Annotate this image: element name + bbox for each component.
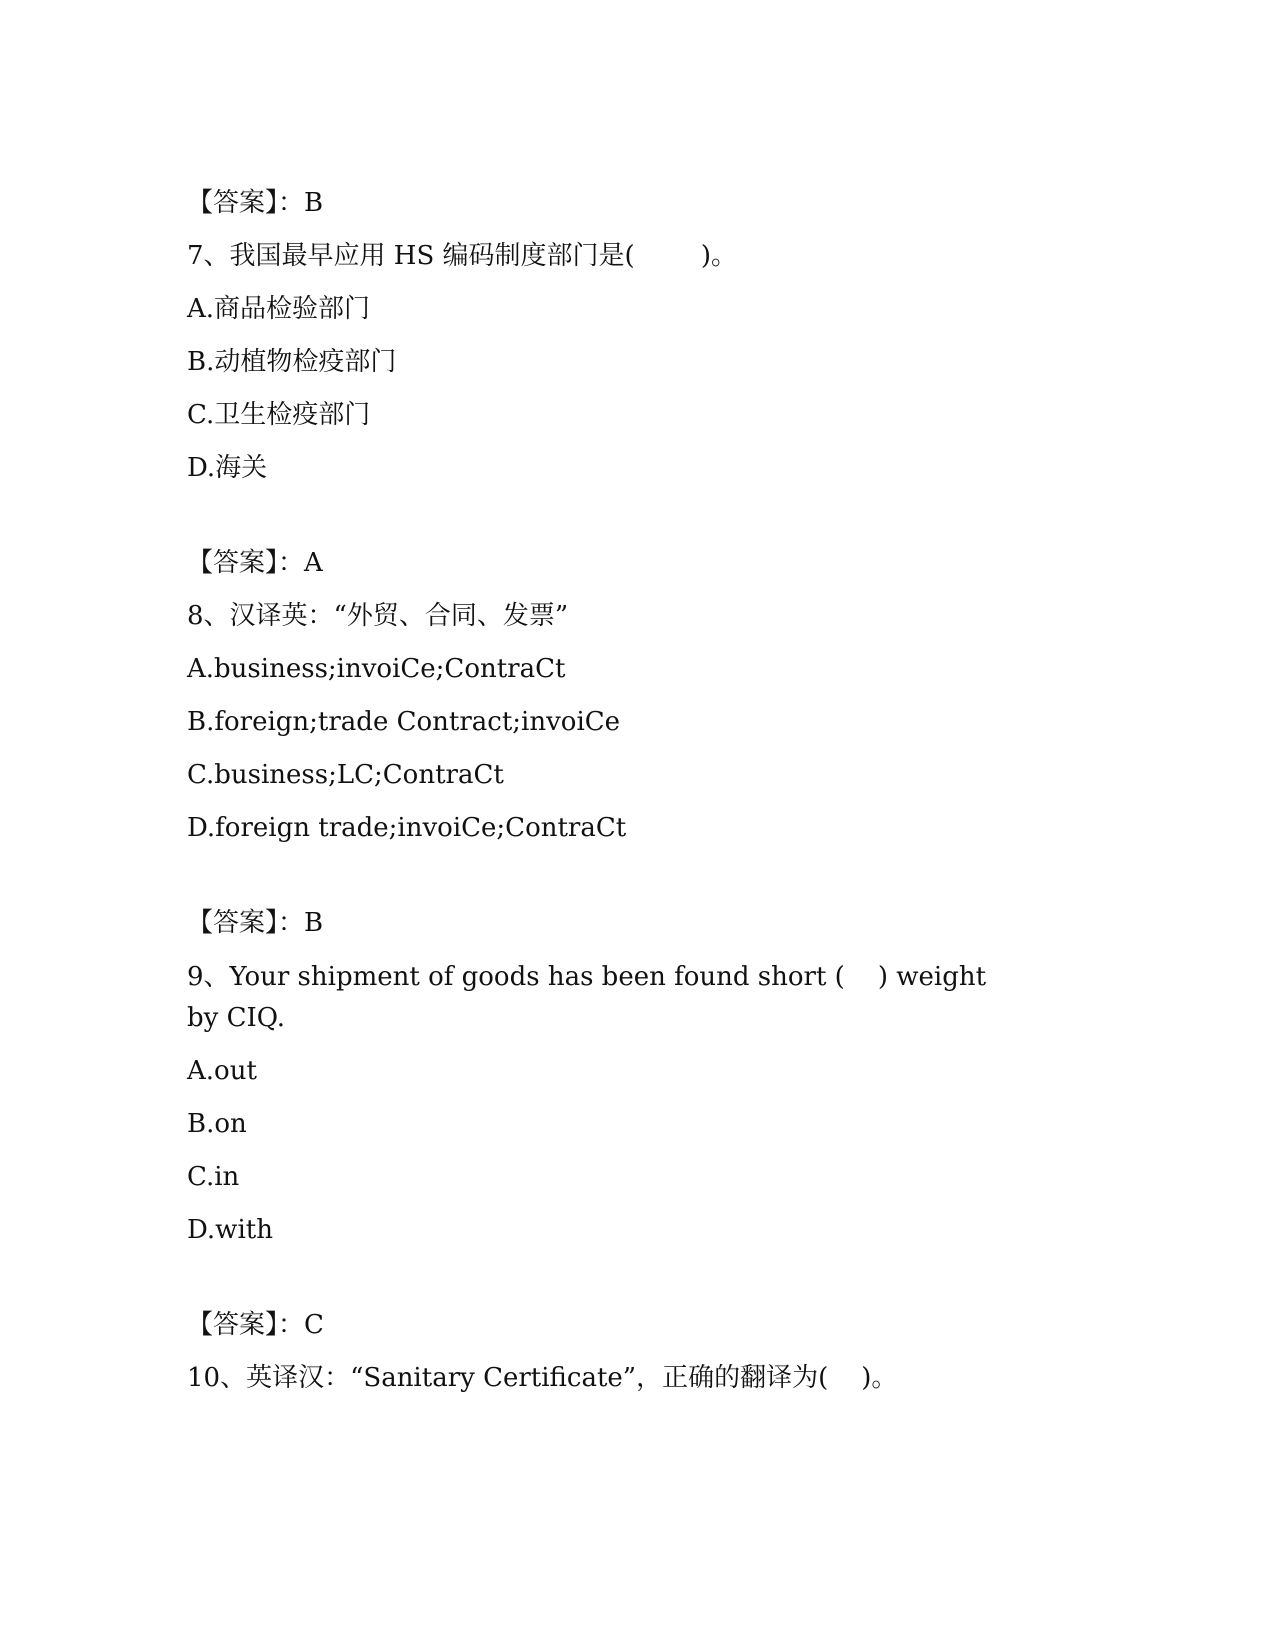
question-9-option-c: C.in (187, 1162, 240, 1192)
question-8-option-a: A.business;invoiCe;ContraCt (187, 654, 566, 684)
question-9-option-b: B.on (187, 1109, 247, 1139)
question-7-option-b: B.动植物检疫部门 (187, 347, 397, 377)
question-7-option-d: D.海关 (187, 453, 268, 483)
question-10: 10、英译汉：“Sanitary Certificate”，正确的翻译为( )。 (187, 1363, 898, 1393)
question-7: 7、我国最早应用 HS 编码制度部门是( )。 (187, 241, 737, 271)
question-9-option-d: D.with (187, 1215, 273, 1245)
question-9-line-1: 9、Your shipment of goods has been found short ( ) weight (187, 962, 987, 992)
question-8-option-c: C.business;LC;ContraCt (187, 760, 504, 790)
answer-8: 【答案】：B (187, 908, 324, 938)
answer-7: 【答案】：A (187, 548, 323, 578)
question-8-option-b: B.foreign;trade Contract;invoiCe (187, 707, 621, 737)
question-9-option-a: A.out (187, 1056, 257, 1086)
answer-6: 【答案】：B (187, 188, 324, 218)
question-8: 8、汉译英：“外贸、合同、发票” (187, 601, 569, 631)
question-7-option-c: C.卫生检疫部门 (187, 400, 371, 430)
question-9-line-2: by CIQ. (187, 1003, 286, 1033)
question-7-option-a: A.商品检验部门 (187, 294, 371, 324)
question-8-option-d: D.foreign trade;invoiCe;ContraCt (187, 813, 627, 843)
answer-9: 【答案】：C (187, 1310, 324, 1340)
